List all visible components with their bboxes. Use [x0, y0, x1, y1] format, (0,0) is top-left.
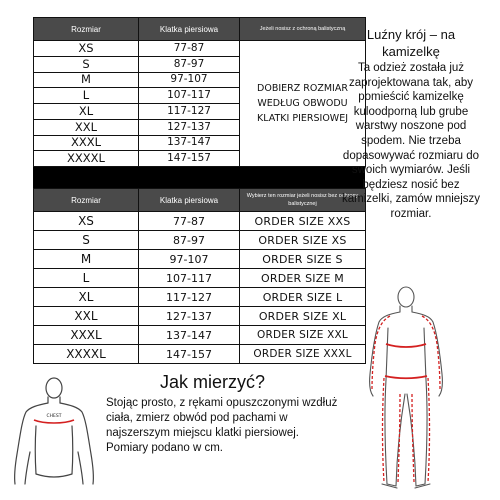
chest-cell: 137-147 — [139, 135, 240, 151]
chest-cell: 97-107 — [139, 250, 240, 269]
table-row — [34, 269, 366, 288]
size-cell: XXXXL — [34, 345, 139, 364]
table-row — [34, 212, 366, 231]
size-table-without-armor — [33, 188, 366, 364]
size-cell: S — [34, 56, 139, 72]
loose-fit-body: Ta odzież została już zaprojektowana tak, aby pomieścić kamizelkę kuloodporną lub grube warstwy noszone pod spodem. Nie trzeba dopasowywać rozmiaru do swoich wymiarów. Jeśli będziesz nosić bez kamizelki, zamów mniejszy rozmiar. — [341, 62, 481, 220]
chest-cell: 127-137 — [139, 307, 240, 326]
order-size-cell: ORDER SIZE XXS — [240, 212, 366, 231]
table-row — [34, 288, 366, 307]
size-cell: XXXL — [34, 326, 139, 345]
chest-cell: 107-117 — [139, 269, 240, 288]
loose-fit-info — [336, 26, 486, 222]
merged-note-cell: DOBIERZ ROZMIAR WEDŁUG OBWODU KLATKI PIERSIOWEJ — [240, 41, 366, 167]
outline-legs — [383, 378, 430, 482]
upper-body-figure-icon — [4, 374, 104, 494]
size-cell: XXXL — [34, 135, 139, 151]
chest-cell: 107-117 — [139, 88, 240, 104]
table-row — [34, 345, 366, 364]
size-table-with-armor — [33, 17, 366, 167]
outline-inner-legs — [398, 394, 414, 482]
table-header-row — [34, 189, 366, 212]
order-size-cell: ORDER SIZE XXL — [240, 326, 366, 345]
size-cell: XS — [34, 212, 139, 231]
how-to-measure-body — [106, 396, 346, 456]
table-row — [34, 41, 366, 57]
how-to-measure-instruction: Stojąc prosto, z rękami opuszczonymi wzdłuż ciała, zmierz obwód pod pachami w najszerszym miejscu klatki piersiowej. — [106, 397, 338, 439]
chest-measure-line — [34, 420, 74, 423]
table-row — [34, 307, 366, 326]
header-chest: Klatka piersiowa — [139, 18, 240, 41]
table-row — [34, 250, 366, 269]
loose-fit-title-line: kamizelkę — [382, 44, 440, 59]
size-cell: XL — [34, 288, 139, 307]
header-chest: Klatka piersiowa — [139, 189, 240, 212]
chest-cell: 87-97 — [139, 231, 240, 250]
order-size-cell: ORDER SIZE L — [240, 288, 366, 307]
chest-cell: 147-157 — [139, 345, 240, 364]
chest-cell: 97-107 — [139, 72, 240, 88]
size-cell: XL — [34, 104, 139, 120]
header-with-armor: Jeżeli nosisz z ochroną balistyczną — [240, 18, 366, 41]
order-size-cell: ORDER SIZE XS — [240, 231, 366, 250]
full-body-figure-icon — [360, 284, 452, 496]
size-cell: M — [34, 72, 139, 88]
chest-cell: 127-137 — [139, 119, 240, 135]
size-cell: XXL — [34, 307, 139, 326]
chest-cell: 147-157 — [139, 151, 240, 167]
header-without-armor: Wybierz ten rozmiar jeżeli nosisz bez ochrony balistycznej — [240, 189, 366, 212]
size-cell: XS — [34, 41, 139, 57]
chest-label: CHEST — [46, 414, 62, 419]
table-divider-band — [33, 167, 365, 188]
chest-cell: 77-87 — [139, 41, 240, 57]
waist-measure-line — [385, 376, 427, 378]
size-cell: XXL — [34, 119, 139, 135]
chest-cell: 87-97 — [139, 56, 240, 72]
loose-fit-title — [336, 26, 486, 60]
chest-cell: 137-147 — [139, 326, 240, 345]
how-to-measure-title: Jak mierzyć? — [160, 372, 266, 392]
header-size: Rozmiar — [34, 18, 139, 41]
size-cell: L — [34, 88, 139, 104]
size-cell: S — [34, 231, 139, 250]
loose-fit-title-line: Luźny krój – na — [366, 27, 456, 42]
chest-cell: 117-127 — [139, 288, 240, 307]
table-row — [34, 231, 366, 250]
size-cell: XXXXL — [34, 151, 139, 167]
chest-cell: 117-127 — [139, 104, 240, 120]
order-size-cell: ORDER SIZE XXXL — [240, 345, 366, 364]
chest-cell: 77-87 — [139, 212, 240, 231]
order-size-cell: ORDER SIZE XL — [240, 307, 366, 326]
table-header-row — [34, 18, 366, 41]
size-cell: M — [34, 250, 139, 269]
chest-measure-line — [386, 344, 426, 347]
order-size-cell: ORDER SIZE S — [240, 250, 366, 269]
header-size: Rozmiar — [34, 189, 139, 212]
how-to-measure-units: Pomiary podano w cm. — [106, 442, 223, 454]
size-cell: L — [34, 269, 139, 288]
table-row — [34, 326, 366, 345]
order-size-cell: ORDER SIZE M — [240, 269, 366, 288]
